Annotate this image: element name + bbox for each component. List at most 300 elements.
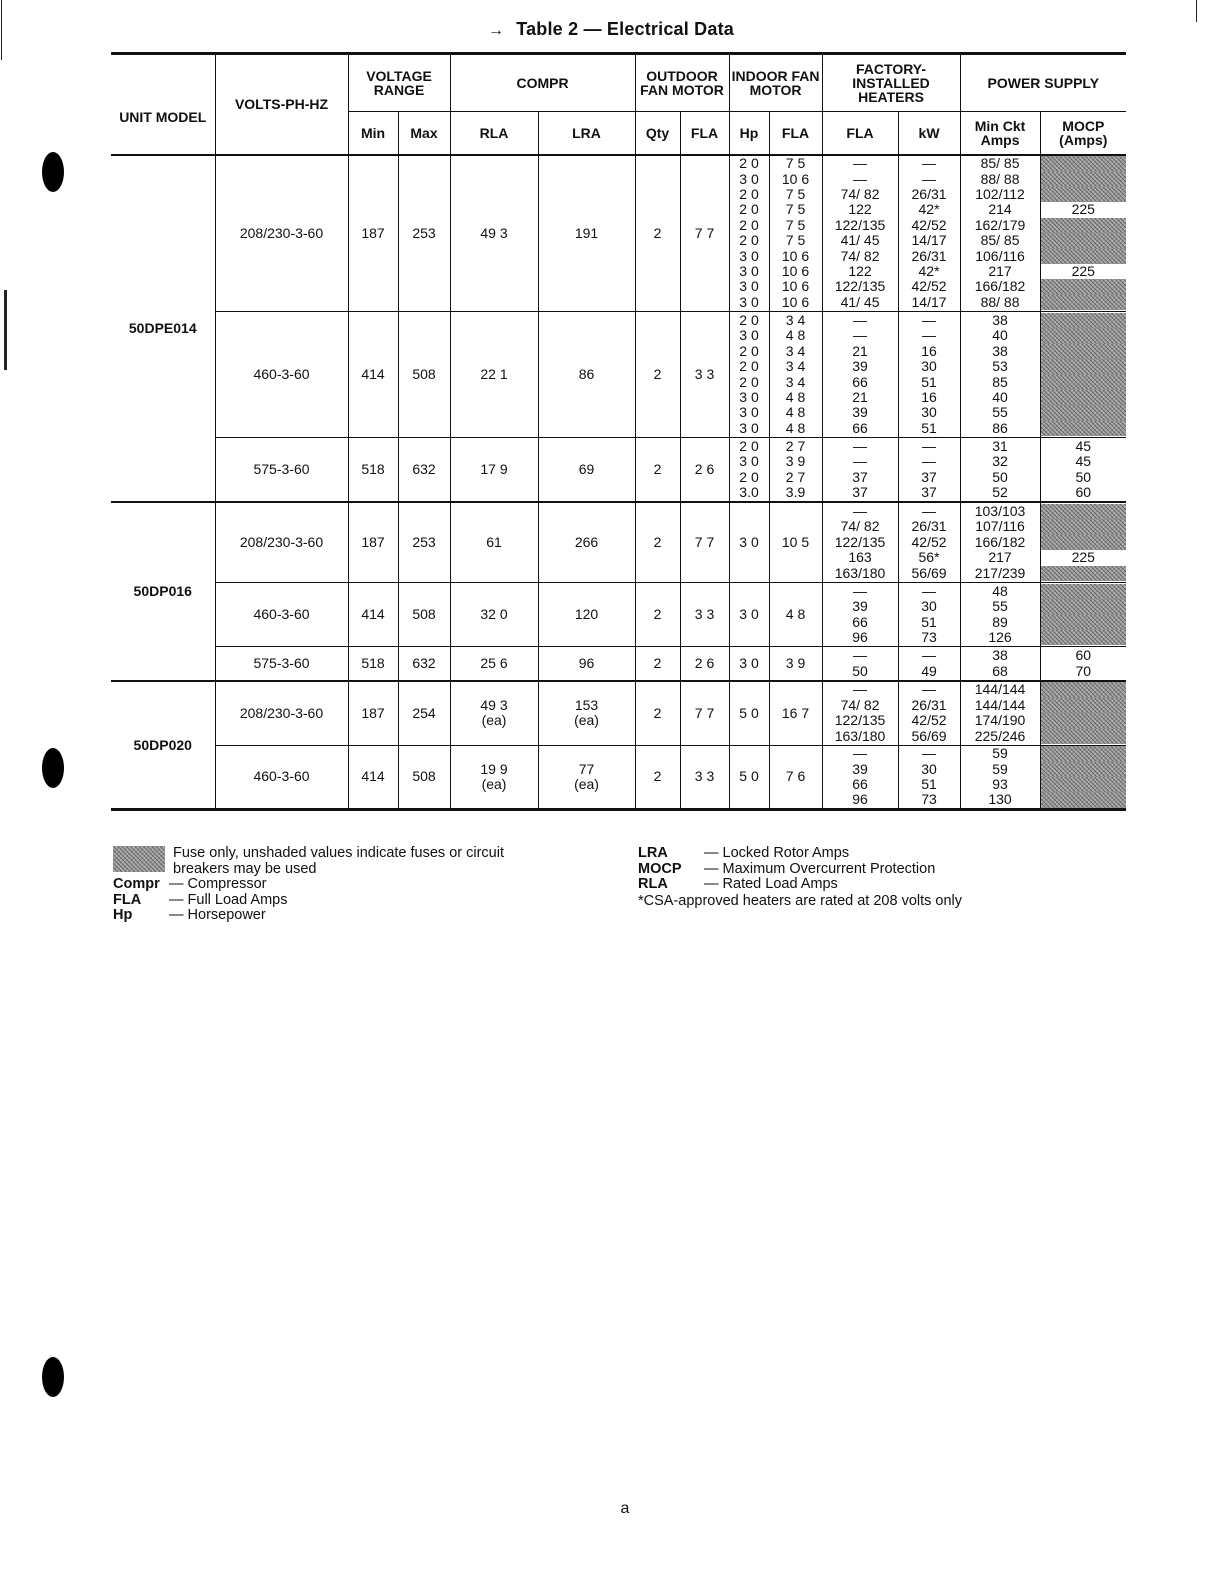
unit-model-cell: 50DPE014 [111, 155, 215, 503]
heater-fla-cell [822, 582, 898, 647]
compr-lra-cell-text: 120 [574, 605, 599, 622]
outdoor-qty-cell [635, 745, 680, 810]
indoor-hp-cell-text: 5 0 [739, 768, 759, 785]
outdoor-fla-cell-text: 3 3 [694, 365, 715, 382]
volts-cell-text: 460-3-60 [253, 605, 310, 622]
table-row [111, 681, 1126, 746]
outdoor-qty-cell [635, 438, 680, 503]
indoor-hp-cell [729, 502, 769, 582]
indoor-hp-cell [729, 681, 769, 746]
outdoor-fla-cell [680, 502, 729, 582]
voltage-max-cell-text: 632 [412, 461, 436, 478]
voltage-min-cell [348, 312, 398, 438]
heater-kw-cell-text: — 30 51 73 [921, 582, 937, 645]
table-row [111, 582, 1126, 647]
heater-fla-cell-text: — 74/ 82 122/135 163 163/180 [834, 503, 886, 581]
compr-lra-cell [538, 312, 635, 438]
compr-rla-cell [450, 502, 538, 582]
voltage-min-cell-text: 518 [361, 461, 385, 478]
outdoor-qty-cell [635, 647, 680, 681]
compr-lra-cell-text: 153 (ea) [574, 696, 599, 729]
mocp-cell [1040, 312, 1126, 438]
mocp-value: 60 [1075, 484, 1092, 501]
min-ckt-cell-text: 48 55 89 126 [988, 582, 1012, 645]
compr-rla-cell [450, 312, 538, 438]
indoor-fla-cell [769, 745, 822, 810]
legend-right [638, 846, 1058, 909]
compr-rla-cell-text: 32 0 [480, 605, 508, 622]
mocp-cell [1040, 438, 1126, 503]
header-rla: RLA [450, 112, 538, 155]
compr-lra-cell [538, 502, 635, 582]
compr-rla-cell [450, 582, 538, 647]
outdoor-qty-cell [635, 681, 680, 746]
voltage-max-cell-text: 253 [412, 533, 436, 550]
min-ckt-cell [960, 745, 1040, 810]
header-min-ckt: Min Ckt Amps [960, 112, 1040, 155]
indoor-fla-cell-text: 4 8 [785, 605, 806, 622]
heater-kw-cell [898, 681, 960, 746]
outdoor-qty-cell [635, 155, 680, 312]
heater-kw-cell-text: — 30 51 73 [921, 745, 937, 808]
unit-model-cell: 50DP016 [111, 502, 215, 680]
mocp-value [1041, 519, 1127, 534]
legend-desc: — Rated Load Amps [704, 876, 838, 892]
heater-kw-cell-text: — 26/31 42/52 56/69 [911, 681, 947, 744]
header-hp: Hp [729, 112, 769, 155]
legend-fuse-line1: Fuse only, unshaded values indicate fuses or circuit [173, 845, 504, 861]
voltage-max-cell [398, 502, 450, 582]
csa-note: *CSA-approved heaters are rated at 208 volts only [638, 892, 963, 909]
mocp-value [1041, 535, 1127, 550]
voltage-min-cell [348, 647, 398, 681]
voltage-min-cell [348, 745, 398, 810]
volts-cell [215, 438, 348, 503]
mocp-value: 225 [1071, 263, 1095, 280]
voltage-min-cell-text: 187 [361, 704, 385, 721]
min-ckt-cell [960, 582, 1040, 647]
outdoor-fla-cell [680, 745, 729, 810]
outdoor-fla-cell-text: 2 6 [694, 461, 715, 478]
mocp-value [1041, 187, 1127, 202]
heater-kw-cell-text: — — 26/31 42* 42/52 14/17 26/31 42* 42/52 14/17 [911, 155, 947, 310]
table-title [0, 19, 1222, 40]
heater-fla-cell [822, 312, 898, 438]
min-ckt-cell-text: 59 59 93 130 [988, 745, 1012, 808]
heater-fla-cell [822, 647, 898, 681]
volts-cell [215, 647, 348, 681]
heater-fla-cell [822, 745, 898, 810]
mocp-value [1041, 746, 1127, 761]
compr-lra-cell [538, 745, 635, 810]
header-unit-model: UNIT MODEL [111, 54, 215, 155]
table-row [111, 647, 1126, 681]
mocp-value [1041, 792, 1127, 807]
outdoor-fla-cell-text: 7 7 [694, 533, 715, 550]
compr-rla-cell-text: 49 3 [480, 224, 508, 241]
compr-lra-cell-text: 96 [578, 654, 595, 671]
indoor-hp-cell-text: 3 0 [739, 533, 759, 550]
mocp-value [1041, 233, 1127, 248]
mocp-value [1041, 359, 1127, 374]
table-title-text: Table 2 — Electrical Data [516, 19, 734, 39]
indoor-fla-cell-text: 3 4 4 8 3 4 3 4 3 4 4 8 4 8 4 8 [785, 311, 806, 436]
table-row [111, 438, 1126, 503]
min-ckt-cell [960, 647, 1040, 681]
indoor-fla-cell-text: 2 7 3 9 2 7 3.9 [785, 437, 806, 501]
mocp-value: 50 [1075, 468, 1092, 485]
indoor-hp-cell-text: 2 0 3 0 2 0 2 0 2 0 2 0 3 0 3 0 3 0 3 0 [739, 155, 759, 310]
indoor-hp-cell-text: 5 0 [739, 704, 759, 721]
heater-fla-cell [822, 502, 898, 582]
indoor-hp-cell [729, 745, 769, 810]
outdoor-fla-cell [680, 681, 729, 746]
indoor-hp-cell-text: 3 0 [739, 605, 759, 622]
mocp-value [1041, 172, 1127, 187]
header-min: Min [348, 112, 398, 155]
heater-kw-cell-text: — — 16 30 51 16 30 51 [921, 311, 937, 436]
voltage-max-cell [398, 745, 450, 810]
min-ckt-cell-text: 103/103 107/116 166/182 217 217/239 [974, 503, 1026, 581]
mocp-cell [1040, 155, 1126, 312]
heater-kw-cell [898, 647, 960, 681]
compr-rla-cell-text: 22 1 [480, 365, 508, 382]
compr-lra-cell [538, 438, 635, 503]
header-power-supply: POWER SUPPLY [960, 54, 1126, 112]
table-row [111, 155, 1126, 312]
voltage-max-cell [398, 155, 450, 312]
compr-rla-cell-text: 61 [486, 533, 502, 550]
indoor-hp-cell-text: 3 0 [739, 654, 759, 671]
volts-cell [215, 582, 348, 647]
page-edge-mark [1, 0, 2, 60]
legend-abbr: Compr [113, 876, 160, 892]
compr-rla-cell [450, 647, 538, 681]
mocp-value [1041, 405, 1127, 420]
header-kw: kW [898, 112, 960, 155]
table-row [111, 502, 1126, 582]
legend-desc: — Maximum Overcurrent Protection [704, 860, 936, 877]
voltage-max-cell [398, 647, 450, 681]
mocp-value: 225 [1071, 201, 1095, 218]
legend-abbr: MOCP [638, 860, 682, 877]
indoor-fla-cell [769, 502, 822, 582]
mocp-value [1041, 156, 1127, 171]
compr-lra-cell [538, 681, 635, 746]
punch-hole-icon [42, 1357, 64, 1397]
min-ckt-cell [960, 502, 1040, 582]
mocp-value: 45 [1075, 437, 1092, 454]
heater-fla-cell-text: — 50 [852, 647, 868, 679]
compr-lra-cell-text: 77 (ea) [574, 760, 599, 793]
heater-fla-cell [822, 681, 898, 746]
heater-kw-cell [898, 155, 960, 312]
heater-kw-cell [898, 582, 960, 647]
heater-fla-cell-text: — — 21 39 66 21 39 66 [852, 311, 868, 436]
voltage-min-cell-text: 414 [361, 768, 385, 785]
header-mocp: MOCP (Amps) [1040, 112, 1126, 155]
mocp-value [1041, 295, 1127, 310]
legend-abbr: RLA [638, 876, 668, 892]
legend-abbr-list [113, 877, 613, 924]
voltage-min-cell-text: 518 [361, 654, 385, 671]
legend-abbr: LRA [638, 845, 668, 861]
voltage-max-cell [398, 582, 450, 647]
mocp-value [1041, 421, 1127, 436]
mocp-value [1041, 762, 1127, 777]
legend-desc: — Locked Rotor Amps [704, 845, 850, 861]
mocp-value [1041, 698, 1127, 713]
mocp-value [1041, 630, 1127, 645]
compr-rla-cell-text: 25 6 [480, 654, 508, 671]
header-voltage-range: VOLTAGE RANGE [348, 54, 450, 112]
indoor-fla-cell-text: 10 5 [781, 533, 810, 550]
voltage-max-cell-text: 508 [412, 605, 436, 622]
min-ckt-cell-text: 31 32 50 52 [992, 437, 1008, 501]
volts-cell [215, 312, 348, 438]
page-edge-mark [4, 290, 7, 370]
heater-kw-cell-text: — 49 [921, 647, 937, 679]
header-outdoor-fla: FLA [680, 112, 729, 155]
outdoor-fla-cell [680, 582, 729, 647]
heater-kw-cell-text: — — 37 37 [921, 437, 937, 501]
volts-cell [215, 681, 348, 746]
compr-lra-cell-text: 266 [574, 533, 599, 550]
mocp-value [1041, 729, 1127, 744]
volts-cell-text: 208/230-3-60 [239, 533, 324, 550]
voltage-max-cell-text: 508 [412, 768, 436, 785]
voltage-min-cell [348, 582, 398, 647]
volts-cell-text: 575-3-60 [253, 461, 310, 478]
header-volts: VOLTS-PH-HZ [215, 54, 348, 155]
outdoor-qty-cell-text: 2 [653, 224, 662, 241]
header-indoor-fan: INDOOR FAN MOTOR [729, 54, 822, 112]
volts-cell [215, 745, 348, 810]
indoor-hp-cell [729, 647, 769, 681]
outdoor-qty-cell-text: 2 [653, 605, 662, 622]
mocp-value [1041, 313, 1127, 328]
outdoor-fla-cell-text: 2 6 [694, 654, 715, 671]
volts-cell-text: 575-3-60 [253, 654, 310, 671]
voltage-min-cell [348, 155, 398, 312]
indoor-fla-cell [769, 155, 822, 312]
min-ckt-cell-text: 38 68 [992, 647, 1008, 679]
mocp-value [1041, 375, 1127, 390]
heater-fla-cell [822, 155, 898, 312]
outdoor-qty-cell [635, 582, 680, 647]
min-ckt-cell [960, 681, 1040, 746]
header-max: Max [398, 112, 450, 155]
compr-rla-cell [450, 155, 538, 312]
header-outdoor-fan: OUTDOOR FAN MOTOR [635, 54, 729, 112]
indoor-fla-cell-text: 3 9 [785, 654, 806, 671]
compr-lra-cell-text: 191 [574, 224, 599, 241]
arrow-icon: → [488, 22, 505, 39]
electrical-data-table [111, 52, 1126, 811]
voltage-max-cell-text: 253 [412, 224, 436, 241]
header-heater-fla: FLA [822, 112, 898, 155]
indoor-hp-cell [729, 438, 769, 503]
legend-abbr: FLA [113, 891, 142, 908]
voltage-min-cell-text: 187 [361, 533, 385, 550]
voltage-max-cell [398, 438, 450, 503]
voltage-min-cell-text: 414 [361, 365, 385, 382]
voltage-min-cell-text: 414 [361, 605, 385, 622]
indoor-fla-cell [769, 312, 822, 438]
heater-fla-cell [822, 438, 898, 503]
mocp-value: 225 [1071, 549, 1095, 566]
mocp-value [1041, 390, 1127, 405]
indoor-fla-cell [769, 582, 822, 647]
mocp-value [1041, 344, 1127, 359]
outdoor-fla-cell-text: 7 7 [694, 224, 715, 241]
outdoor-qty-cell-text: 2 [653, 533, 662, 550]
voltage-max-cell-text: 508 [412, 365, 436, 382]
outdoor-fla-cell [680, 647, 729, 681]
punch-hole-icon [42, 152, 64, 192]
mocp-cell [1040, 745, 1126, 810]
mocp-value [1041, 777, 1127, 792]
mocp-value: 45 [1075, 453, 1092, 470]
outdoor-qty-cell-text: 2 [653, 704, 662, 721]
outdoor-qty-cell-text: 2 [653, 654, 662, 671]
mocp-cell [1040, 582, 1126, 647]
mocp-cell [1040, 502, 1126, 582]
header-heaters: FACTORY-INSTALLED HEATERS [822, 54, 960, 112]
heater-kw-cell [898, 502, 960, 582]
outdoor-fla-cell [680, 438, 729, 503]
volts-cell-text: 460-3-60 [253, 768, 310, 785]
compr-lra-cell [538, 155, 635, 312]
header-qty: Qty [635, 112, 680, 155]
mocp-value [1041, 584, 1127, 599]
legend-fuse-line2: breakers may be used [173, 860, 317, 877]
indoor-fla-cell-text: 7 6 [785, 768, 806, 785]
indoor-hp-cell [729, 582, 769, 647]
legend-left [113, 846, 613, 924]
page-number: a [620, 1500, 630, 1517]
indoor-hp-cell-text: 2 0 3 0 2 0 2 0 2 0 3 0 3 0 3 0 [739, 311, 759, 436]
mocp-value [1041, 615, 1127, 630]
compr-lra-cell-text: 69 [578, 461, 595, 478]
indoor-hp-cell [729, 312, 769, 438]
min-ckt-cell [960, 438, 1040, 503]
outdoor-fla-cell [680, 155, 729, 312]
mocp-cell [1040, 647, 1126, 681]
outdoor-fla-cell-text: 3 3 [694, 768, 715, 785]
mocp-value [1041, 566, 1127, 581]
legend-abbr: Hp [113, 907, 133, 923]
heater-fla-cell-text: — — 37 37 [852, 437, 868, 501]
compr-lra-cell [538, 647, 635, 681]
outdoor-qty-cell-text: 2 [653, 365, 662, 382]
mocp-value [1041, 328, 1127, 343]
outdoor-qty-cell [635, 502, 680, 582]
mocp-value: 60 [1075, 647, 1092, 664]
mocp-value [1041, 599, 1127, 614]
indoor-hp-cell-text: 2 0 3 0 2 0 3.0 [739, 437, 759, 501]
compr-lra-cell [538, 582, 635, 647]
heater-kw-cell [898, 438, 960, 503]
mocp-value [1041, 504, 1127, 519]
table-row [111, 745, 1126, 810]
mocp-value: 70 [1075, 662, 1092, 679]
outdoor-qty-cell-text: 2 [653, 461, 662, 478]
outdoor-fla-cell-text: 3 3 [694, 605, 715, 622]
voltage-max-cell-text: 254 [412, 704, 436, 721]
voltage-min-cell [348, 502, 398, 582]
outdoor-qty-cell-text: 2 [653, 768, 662, 785]
indoor-fla-cell [769, 647, 822, 681]
mocp-value [1041, 682, 1127, 697]
indoor-fla-cell [769, 681, 822, 746]
indoor-fla-cell-text: 16 7 [781, 704, 810, 721]
voltage-min-cell [348, 681, 398, 746]
heater-fla-cell-text: — 39 66 96 [852, 582, 868, 645]
table-row [111, 312, 1126, 438]
compr-rla-cell-text: 49 3 (ea) [480, 696, 508, 729]
page-edge-mark [1196, 0, 1197, 22]
volts-cell [215, 155, 348, 312]
compr-rla-cell-text: 17 9 [480, 461, 508, 478]
mocp-value [1041, 249, 1127, 264]
voltage-min-cell [348, 438, 398, 503]
mocp-value [1041, 713, 1127, 728]
mocp-value [1041, 279, 1127, 294]
voltage-min-cell-text: 187 [361, 224, 385, 241]
compr-rla-cell-text: 19 9 (ea) [480, 760, 508, 793]
header-indoor-fla: FLA [769, 112, 822, 155]
shaded-fuse-swatch [113, 846, 165, 872]
volts-cell-text: 460-3-60 [253, 365, 310, 382]
heater-fla-cell-text: — 39 66 96 [852, 745, 868, 808]
header-compr: COMPR [450, 54, 635, 112]
legend-desc: — Full Load Amps [169, 891, 288, 908]
punch-hole-icon [42, 748, 64, 788]
heater-kw-cell-text: — 26/31 42/52 56* 56/69 [911, 503, 947, 581]
compr-rla-cell [450, 681, 538, 746]
voltage-max-cell-text: 632 [412, 654, 436, 671]
unit-model-cell: 50DP020 [111, 681, 215, 810]
volts-cell-text: 208/230-3-60 [239, 704, 324, 721]
min-ckt-cell-text: 85/ 85 88/ 88 102/112 214 162/179 85/ 85 106/116 217 166/182 88/ 88 [974, 155, 1026, 310]
mocp-cell [1040, 681, 1126, 746]
heater-kw-cell [898, 745, 960, 810]
heater-fla-cell-text: — — 74/ 82 122 122/135 41/ 45 74/ 82 122 122/135 41/ 45 [834, 155, 886, 310]
min-ckt-cell [960, 312, 1040, 438]
indoor-fla-cell-text: 7 5 10 6 7 5 7 5 7 5 7 5 10 6 10 6 10 6 10 6 [781, 155, 810, 310]
voltage-max-cell [398, 681, 450, 746]
min-ckt-cell-text: 144/144 144/144 174/190 225/246 [974, 681, 1026, 744]
legend-desc: — Compressor [169, 876, 267, 892]
heater-fla-cell-text: — 74/ 82 122/135 163/180 [834, 681, 886, 744]
indoor-hp-cell [729, 155, 769, 312]
outdoor-fla-cell-text: 7 7 [694, 704, 715, 721]
min-ckt-cell [960, 155, 1040, 312]
heater-kw-cell [898, 312, 960, 438]
min-ckt-cell-text: 38 40 38 53 85 40 55 86 [992, 311, 1008, 436]
compr-lra-cell-text: 86 [578, 365, 595, 382]
compr-rla-cell [450, 745, 538, 810]
outdoor-fla-cell [680, 312, 729, 438]
indoor-fla-cell [769, 438, 822, 503]
legend-desc: — Horsepower [169, 907, 266, 923]
mocp-value [1041, 218, 1127, 233]
volts-cell [215, 502, 348, 582]
outdoor-qty-cell [635, 312, 680, 438]
voltage-max-cell [398, 312, 450, 438]
header-lra: LRA [538, 112, 635, 155]
